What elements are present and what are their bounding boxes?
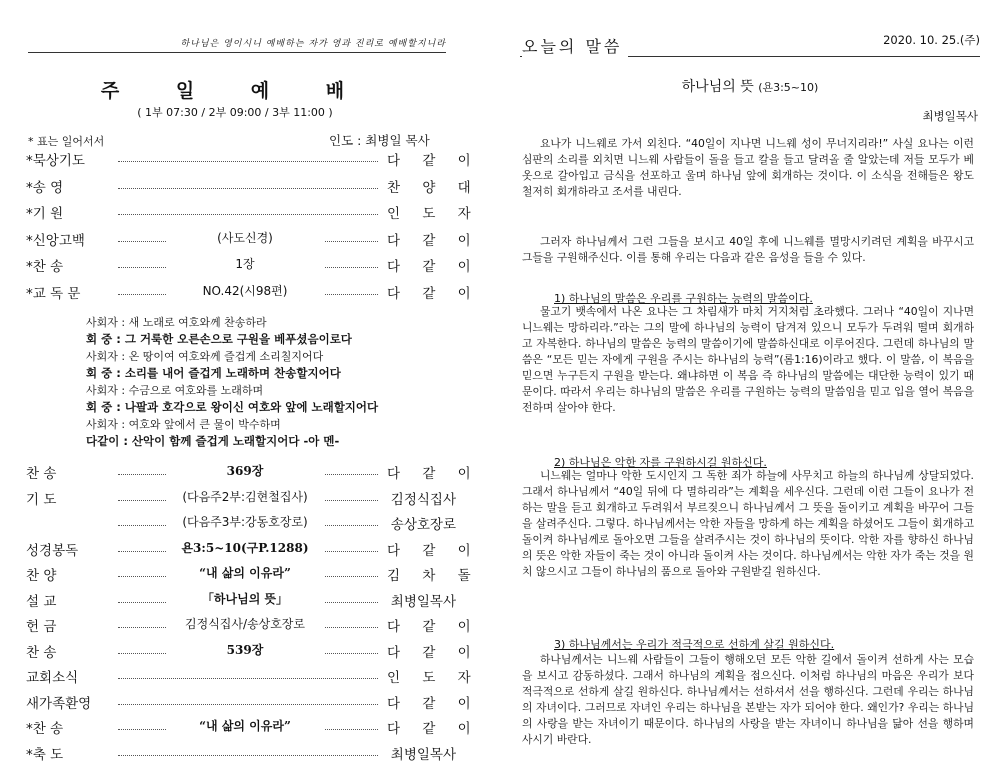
order-performer: 다 같 이 <box>387 721 480 737</box>
order-performer: 다 같 이 <box>387 259 480 275</box>
order-performer: 다 같 이 <box>387 153 480 169</box>
responsive-line: 회 중 : 나팔과 호각으로 왕이신 여호와 앞에 노래할지어다 <box>86 400 379 414</box>
order-label: *송 영 <box>26 179 64 196</box>
leader: 인도 : 최병일 목사 <box>329 133 430 148</box>
order-performer: 최병일목사 <box>390 746 456 763</box>
order-row <box>26 615 480 637</box>
order-detail: 1장 <box>166 255 324 272</box>
order-performer: 다 같 이 <box>387 542 480 559</box>
order-label: 찬 송 <box>26 466 57 482</box>
order-performer: 김 차 돌 <box>387 568 480 584</box>
order-detail: NO.42(시98편) <box>166 282 324 299</box>
order-performer: 다 같 이 <box>387 285 480 302</box>
leader-dots <box>118 704 378 705</box>
order-label: *찬 송 <box>26 259 64 275</box>
order-row <box>26 176 480 198</box>
order-label: 기 도 <box>26 491 57 508</box>
order-row <box>26 149 480 171</box>
sermon-ref: (욘3:5~10) <box>758 81 819 94</box>
order-detail: 369장 <box>166 462 324 479</box>
order-label: 헌 금 <box>26 619 57 635</box>
point-heading: 1) 하나님의 말씀은 우리를 구원하는 능력의 말씀이다. <box>554 292 813 305</box>
order-label: *교 독 문 <box>26 285 81 302</box>
responsive-line: 사회자 : 여호와 앞에서 큰 물이 박수하며 <box>86 418 281 431</box>
order-label: 찬 송 <box>26 644 57 661</box>
order-performer: 다 같 이 <box>387 619 480 635</box>
order-label: 찬 양 <box>26 568 57 584</box>
responsive-line: 사회자 : 새 노래로 여호와께 찬송하라 <box>86 316 267 329</box>
order-label: 성경봉독 <box>26 542 79 559</box>
motto: 하나님은 영이시니 예배하는 자가 영과 진리로 예배할지니라 <box>28 36 446 53</box>
right-page <box>520 0 990 781</box>
order-detail: (다음주2부:김현철집사) <box>166 488 324 505</box>
responsive-line: 회 중 : 소리를 내어 즐겁게 노래하며 찬송할지어다 <box>86 366 341 380</box>
order-detail: (사도신경) <box>166 229 324 246</box>
order-detail: (다음주3부:강동호장로) <box>166 513 324 530</box>
order-performer: 다 같 이 <box>387 466 480 482</box>
point-body: 물고기 뱃속에서 나온 요나는 그 차림새가 마치 거지처럼 초라했다. 그러나 “40일이 지나면 니느웨는 망하리라.”라는 그의 말에 하나님의 능력이 담겨져 있으니 모두가 두려워 떨며 회개하고 자복한다. 하나님의 말씀은 능력의 말씀이기에 말씀하신대로 이루어진다. 그런데 하나님의 말씀은 “모든 믿는 자에게 구원을 주시는 하나님의 능력”(롬1:16)이라고 했다. 이 말씀, 이 복음을 믿으면 누구든지 구원을 받는다. 왜냐하면 이 복음 즉 하나님의 말씀에는 대단한 능력이 있기 때문이다. 따라서 우리는 하나님의 말씀은 우리를 구원하는 능력의 말씀임을 믿고 입을 열어 복음을 전하며 살아야 한다. <box>522 305 974 414</box>
left-page <box>0 0 480 781</box>
point-body: 하나님께서는 니느웨 사람들이 그들이 행해오던 모든 악한 길에서 돌이켜 선하게 사는 모습을 보시고 감동하셨다. 그래서 하나님의 계획을 접으신다. 이처럼 하나님의 마음은 우리가 보다 적극적으로 선하게 살길 원하신다. 하나님께서는 선하셔서 선을 행하신다. 그런데 우리는 하나님의 자녀이다. 그러므로 자녀인 우리는 하나님을 본받는 자가 되어야 한다. 왜인가? 우리는 하나님의 사랑을 받는 자녀이기 때문이다. 하나님의 사랑을 받는 자녀이니 하나님을 닮아 선을 행하며 사시기 바란다. <box>522 653 974 746</box>
responsive-line: 사회자 : 수금으로 여호와를 노래하며 <box>86 384 264 397</box>
sermon-header <box>520 30 980 57</box>
leader-dots <box>118 214 378 215</box>
order-performer: 최병일목사 <box>390 593 456 610</box>
order-label: 교회소식 <box>26 670 79 686</box>
section-title: 오늘의 말씀 <box>522 34 628 57</box>
point-heading: 2) 하나님은 악한 자를 구원하시길 원하신다. <box>554 456 767 469</box>
order-performer: 김정식집사 <box>390 491 456 508</box>
order-performer: 송상호장로 <box>390 517 456 533</box>
responsive-line: 사회자 : 온 땅이여 여호와께 즐겁게 소리칠지어다 <box>86 350 324 363</box>
order-detail: “내 삶의 이유라” <box>166 717 324 734</box>
date: 2020. 10. 25.(주) <box>883 33 980 47</box>
order-row <box>26 666 480 688</box>
leader-dots <box>118 188 378 189</box>
order-performer: 인 도 자 <box>387 206 480 222</box>
standing-note: * 표는 일어서서 <box>28 135 105 148</box>
service-times: ( 1부 07:30 / 2부 09:00 / 3부 11:00 ) <box>137 106 333 119</box>
order-performer: 다 같 이 <box>387 695 480 712</box>
order-label: *찬 송 <box>26 721 64 737</box>
leader-dots <box>118 755 378 756</box>
order-label: *기 원 <box>26 206 64 222</box>
order-row <box>26 590 456 612</box>
order-row <box>26 488 456 510</box>
order-detail: 욘3:5~10(구P.1288) <box>166 539 324 556</box>
order-performer: 다 같 이 <box>387 644 480 661</box>
order-row <box>26 462 480 484</box>
order-label: *신앙고백 <box>26 232 85 249</box>
service-title: 주 일 예 배 <box>100 80 370 102</box>
order-detail: “내 삶의 이유라” <box>166 564 324 581</box>
order-row <box>26 692 480 714</box>
sermon-title <box>520 76 980 96</box>
order-row <box>26 564 480 586</box>
leader-dots <box>118 678 378 679</box>
order-detail: 「하나님의 뜻」 <box>166 590 324 607</box>
order-detail: 539장 <box>166 641 324 658</box>
order-row <box>26 202 480 224</box>
order-row <box>26 229 480 251</box>
order-row <box>26 641 480 663</box>
order-label: 설 교 <box>26 593 57 610</box>
order-performer: 찬 양 대 <box>387 179 480 196</box>
order-row <box>26 743 456 765</box>
order-label: 새가족환영 <box>26 695 92 712</box>
order-detail: 김정식집사/송상호장로 <box>166 615 324 632</box>
responsive-line: 회 중 : 그 거룩한 오른손으로 구원을 베푸셨음이로다 <box>86 332 352 346</box>
paragraph: 요나가 니느웨로 가서 외친다. “40일이 지나면 니느웨 성이 무너지리라!” 사실 요나는 이런 심판의 소리를 외치면 니느웨 사람들이 돌을 들고 칼을 들고 달려올 줄 알았는데 저들 모두가 베옷으로 갈아입고 금식을 선포하고 울며 하나님 앞에 회개하는 것이다. 이 소식을 전해들은 왕도 철저히 회개하라고 조서를 내린다. <box>522 137 974 198</box>
order-row <box>26 539 480 561</box>
order-performer: 다 같 이 <box>387 232 480 249</box>
order-label: *축 도 <box>26 746 64 763</box>
sermon-title-text: 하나님의 뜻 <box>681 79 754 95</box>
order-row <box>26 513 456 535</box>
point-heading: 3) 하나님께서는 우리가 적극적으로 선하게 살길 원하신다. <box>554 638 835 651</box>
leader-dots <box>118 161 378 162</box>
preacher: 최병일목사 <box>922 109 978 123</box>
order-row <box>26 255 480 277</box>
point-body: 니느웨는 얼마나 악한 도시인지 그 독한 죄가 하늘에 사무치고 하늘의 하나님께 상달되었다. 그래서 하나님께서 “40일 뒤에 다 멸하리라”는 계획을 세우신다. 그런데 이런 그들이 요나가 전하는 말을 듣고 회개하고 두려워서 부르짖으니 하나님께서 그 뜻을 돌이키고 계획을 바꾸어 그들을 살려주신다. 그렇다. 하나님께서는 악한 자들을 망하게 하는 계획을 하셨어도 그들이 회개하고 돌이켜 하나님께로 돌아오면 그들을 살려주시는 것이 하나님의 뜻이다. 악한 자를 향하신 하나님의 뜻은 악한 자들이 죽는 것이 아니라 돌이켜 사는 것이다. 하나님께서는 악한 자가 죽는 것을 원치 않으시고 그들이 하나님의 품으로 돌아와 구원받길 원하신다. <box>522 469 974 578</box>
responsive-line: 다같이 : 산악이 함께 즐겁게 노래할지어다 -아 멘- <box>86 434 340 448</box>
order-label: *묵상기도 <box>26 153 85 169</box>
order-performer: 인 도 자 <box>387 670 480 686</box>
order-row <box>26 717 480 739</box>
paragraph: 그러자 하나님께서 그런 그들을 보시고 40일 후에 니느웨를 멸망시키려던 계획을 바꾸시고 그들을 구원해주신다. 이를 통해 우리는 다음과 같은 음성을 들을 수 있다. <box>522 235 974 264</box>
order-row <box>26 282 480 304</box>
